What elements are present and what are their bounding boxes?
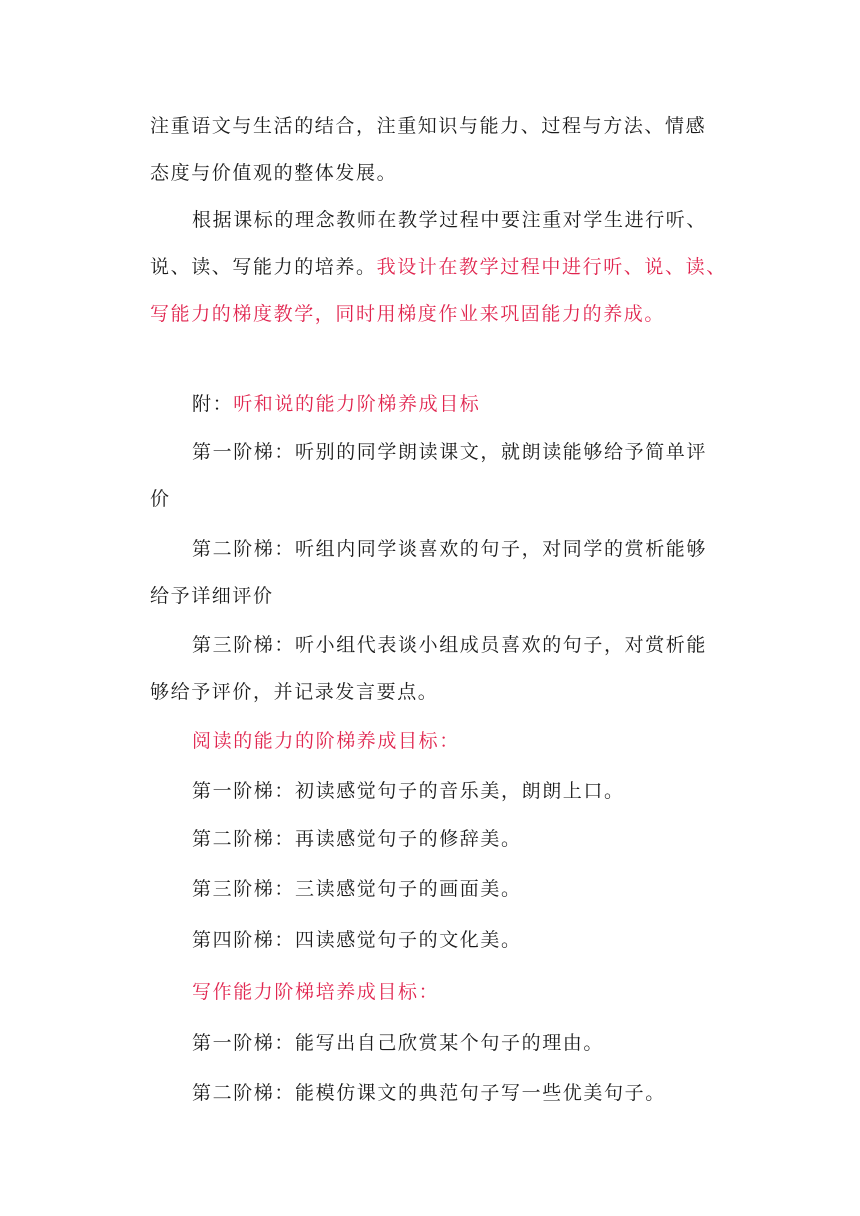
listening-step-2-line-1: 第二阶梯：听组内同学谈喜欢的句子，对同学的赏析能够 (192, 538, 708, 560)
reading-section-title: 阅读的能力的阶梯养成目标： (192, 730, 460, 752)
reading-step-1: 第一阶梯：初读感觉句子的音乐美，朗朗上口。 (192, 780, 625, 802)
paragraph-1-line-1: 注重语文与生活的结合，注重知识与能力、过程与方法、情感 (150, 115, 707, 137)
appendix-title: 听和说的能力阶梯养成目标 (233, 393, 481, 415)
reading-step-2: 第二阶梯：再读感觉句子的修辞美。 (192, 828, 522, 850)
listening-step-2-line-2: 给予详细评价 (150, 585, 274, 607)
paragraph-2-highlight-start: 我设计在教学过程中进行听、说、读、 (376, 256, 727, 278)
listening-step-3-line-2: 够给予评价，并记录发言要点。 (150, 681, 439, 703)
paragraph-2-line-1: 根据课标的理念教师在教学过程中要注重对学生进行听、 (192, 209, 708, 231)
listening-step-1-line-2: 价 (150, 488, 171, 510)
paragraph-2-line-2 (150, 255, 727, 279)
writing-step-1: 第一阶梯：能写出自己欣赏某个句子的理由。 (192, 1032, 605, 1054)
writing-section-title: 写作能力阶梯培养成目标： (192, 981, 440, 1003)
listening-step-3-line-1: 第三阶梯：听小组代表谈小组成员喜欢的句子，对赏析能 (192, 634, 708, 656)
paragraph-2-highlight-end: 写能力的梯度教学，同时用梯度作业来巩固能力的养成。 (150, 303, 666, 325)
paragraph-2-line-2-normal: 说、读、写能力的培养。 (150, 256, 377, 278)
reading-step-3: 第三阶梯：三读感觉句子的画面美。 (192, 878, 522, 900)
appendix-heading (192, 392, 480, 416)
listening-step-1-line-1: 第一阶梯：听别的同学朗读课文，就朗读能够给予简单评 (192, 441, 708, 463)
appendix-prefix: 附： (192, 393, 234, 415)
writing-step-2: 第二阶梯：能模仿课文的典范句子写一些优美句子。 (192, 1082, 666, 1104)
paragraph-1-line-2: 态度与价值观的整体发展。 (150, 162, 398, 184)
reading-step-4: 第四阶梯：四读感觉句子的文化美。 (192, 929, 522, 951)
